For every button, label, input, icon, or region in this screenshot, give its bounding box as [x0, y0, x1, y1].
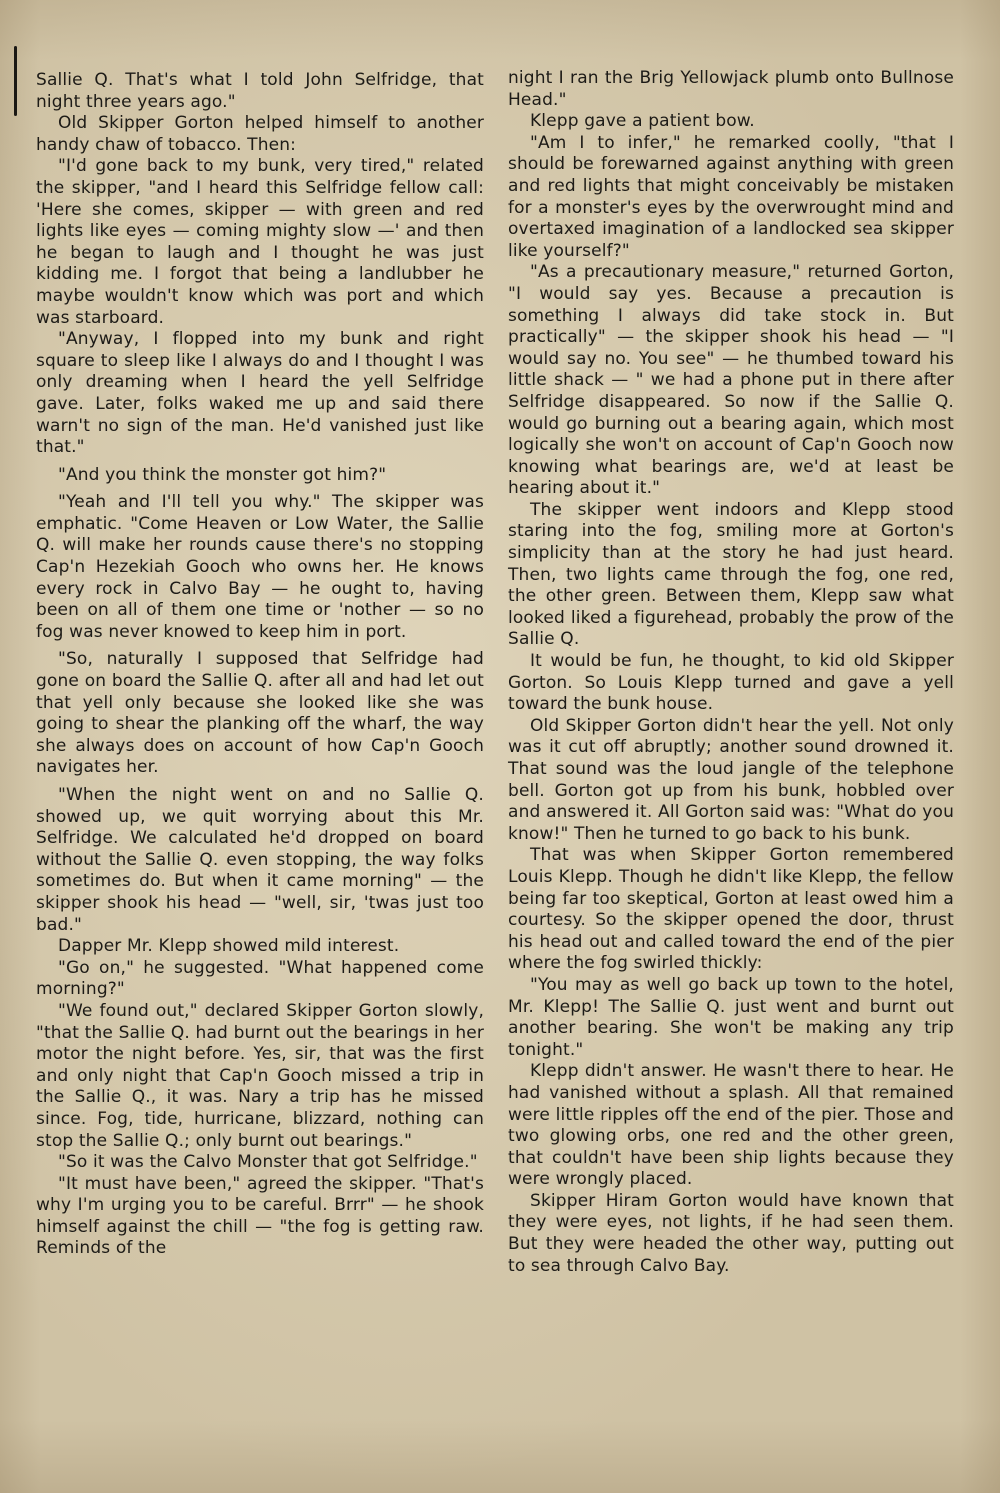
paragraph: "Yeah and I'll tell you why." The skipper was emphatic. "Come Heaven or Low Water, the Sallie Q. will make her rounds cause there's no stopping Cap'n Hezekiah Gooch who owns her. He knows every rock in Calvo Bay — he ought to, having been on all of them one time or 'nother — so no fog was never knowed to keep him in port. — [36, 492, 484, 642]
right-text-column — [508, 68, 954, 1277]
paragraph: "I'd gone back to my bunk, very tired," related the skipper, "and I heard this Selfridge fellow call: 'Here she comes, skipper — with green and red lights like eyes — coming mighty slow —' and then he began to laugh and I thought he was just kidding me. I forgot that being a landlubber he maybe wouldn't know which was port and which was starboard. — [36, 156, 484, 328]
paragraph: "And you think the monster got him?" — [58, 464, 387, 485]
page-edge-mark — [14, 46, 17, 116]
paragraph: Old Skipper Gorton didn't hear the yell. Not only was it cut off abruptly; another sound drowned it. That sound was the loud jangle of the telephone bell. Gorton got up from his bunk, hobbled over and answered it. All Gorton said was: "What do you know!" Then he turned to go back to his bunk. — [508, 715, 954, 844]
paragraph: "When the night went on and no Sallie Q. showed up, we quit worrying about this Mr. Selfridge. We calculated he'd dropped on board without the Sallie Q. even stopping, the way folks sometimes do. But when it came morning" — the skipper shook his head — "well, sir, 'twas just too bad." — [36, 785, 484, 935]
paragraph: That was when Skipper Gorton remembered Louis Klepp. Though he didn't like Klepp, the fellow being far too skeptical, Gorton at least owed him a courtesy. So the skipper opened the door, thrust his head out and called toward the end of the pier where the fog swirled thickly: — [508, 845, 954, 974]
paragraph: "It must have been," agreed the skipper. "That's why I'm urging you to be careful. Brrr" — he shook himself against the chill — "the fog is getting raw. Reminds of the — [36, 1173, 484, 1259]
left-text-column — [36, 70, 484, 1260]
paragraph: Klepp didn't answer. He wasn't there to hear. He had vanished without a splash. All that remained were little ripples off the end of the pier. Those and two glowing orbs, one red and the other green, that couldn't have been ship lights because they were wrongly placed. — [508, 1061, 954, 1190]
paragraph: It would be fun, he thought, to kid old Skipper Gorton. So Louis Klepp turned and gave a yell toward the bunk house. — [508, 651, 954, 715]
paragraph: "Go on," he suggested. "What happened come morning?" — [36, 957, 484, 1000]
paragraph: Klepp gave a patient bow. — [530, 111, 755, 132]
paragraph: Skipper Hiram Gorton would have known that they were eyes, not lights, if he had seen them. But they were headed the other way, putting out to sea through Calvo Bay. — [508, 1190, 954, 1276]
paragraph: "So, naturally I supposed that Selfridge had gone on board the Sallie Q. after all and had let out that yell only because she looked like she was going to shear the planking off the wharf, the way she always does on account of how Cap'n Gooch navigates her. — [36, 649, 484, 778]
paragraph: night I ran the Brig Yellowjack plumb onto Bullnose Head." — [508, 68, 954, 110]
paragraph: "As a precautionary measure," returned Gorton, "I would say yes. Because a precaution is something I always did take stock in. But practically" — the skipper shook his head — "I would say no. You see" — he thumbed toward his little shack — " we had a phone put in there after Selfridge disappeared. So now if the Sallie Q. would go burning out a bearing again, which most logically she won't on account of Cap'n Gooch now knowing what bearings are, we'd at least be hearing about it." — [508, 262, 954, 499]
paragraph: "Am I to infer," he remarked coolly, "that I should be forewarned against anything with green and red lights that might conceivably be mistaken for a monster's eyes by the overwrought mind and overtaxed imagination of a landlocked sea skipper like yourself?" — [508, 132, 954, 261]
paragraph: "You may as well go back up town to the hotel, Mr. Klepp! The Sallie Q. just went and burnt out another bearing. She won't be making any trip tonight." — [508, 974, 954, 1060]
paragraph: Dapper Mr. Klepp showed mild interest. — [58, 936, 400, 957]
paragraph: Sallie Q. That's what I told John Selfridge, that night three years ago." — [36, 70, 484, 112]
paragraph: "Anyway, I flopped into my bunk and right square to sleep like I always do and I thought I was only dreaming when I heard the yell Selfridge gave. Later, folks waked me up and said there warn't no sign of the man. He'd vanished just like that." — [36, 329, 484, 458]
paragraph: The skipper went indoors and Klepp stood staring into the fog, smiling more at Gorton's simplicity than at the story he had just heard. Then, two lights came through the fog, one red, the other green. Between them, Klepp saw what looked liked a figurehead, probably the prow of the Sallie Q. — [508, 499, 954, 650]
paragraph: "We found out," declared Skipper Gorton slowly, "that the Sallie Q. had burnt out the bearings in her motor the night before. Yes, sir, that was the first and only night that Cap'n Gooch missed a trip in the Sallie Q., it was. Nary a trip has he missed since. Fog, tide, hurricane, blizzard, nothing can stop the Sallie Q.; only burnt out bearings." — [36, 1000, 484, 1151]
paragraph: "So it was the Calvo Monster that got Selfridge." — [58, 1152, 478, 1173]
paragraph: Old Skipper Gorton helped himself to another handy chaw of tobacco. Then: — [36, 113, 484, 155]
